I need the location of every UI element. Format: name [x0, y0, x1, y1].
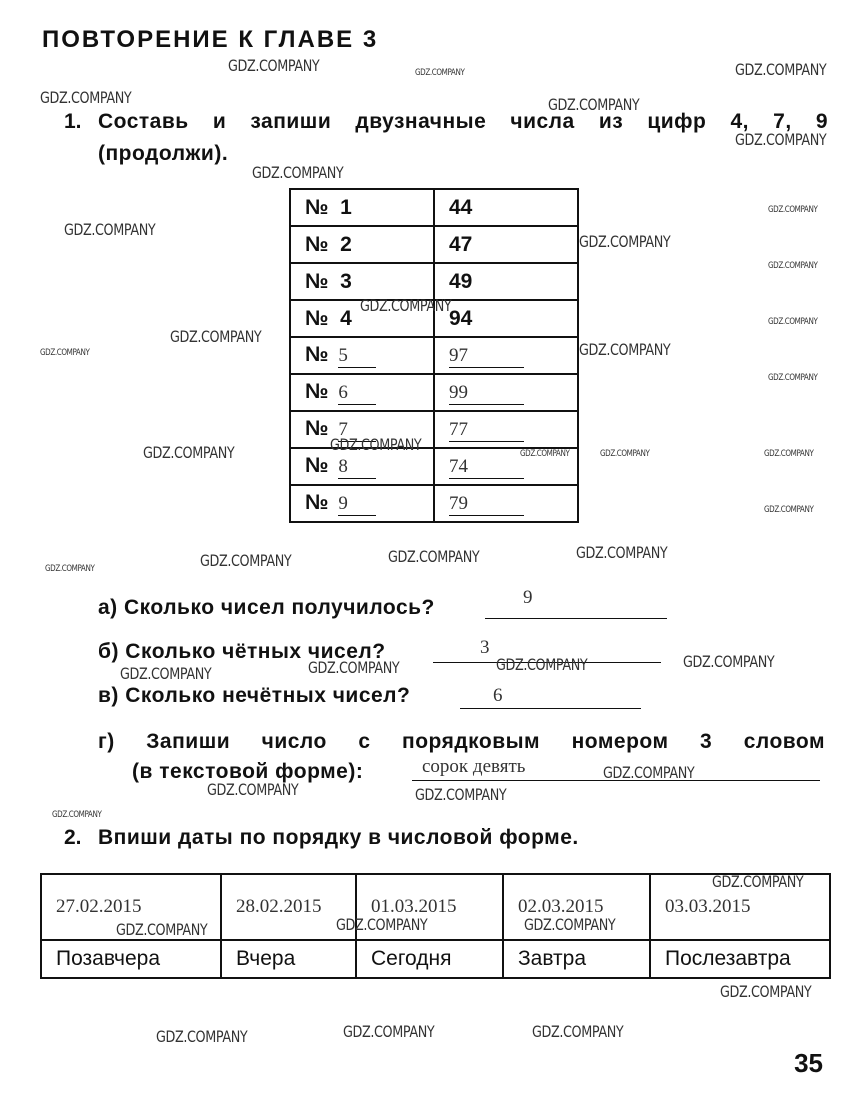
day-label: Послезавтра [665, 947, 791, 970]
task-2-number: 2. [64, 826, 82, 849]
row-index-input[interactable]: 7 [338, 419, 376, 442]
row-value-input[interactable]: 97 [449, 345, 524, 368]
number-sign: № [305, 269, 329, 293]
question-b: б) Сколько чётных чисел? [98, 640, 386, 663]
watermark: GDZ.COMPANY [228, 56, 320, 75]
watermark: GDZ.COMPANY [520, 449, 570, 459]
question-a: а) Сколько чисел получилось? [98, 596, 435, 619]
watermark: GDZ.COMPANY [45, 564, 95, 574]
row-index: 4 [340, 306, 352, 330]
watermark: GDZ.COMPANY [116, 920, 208, 939]
number-sign: № [305, 417, 329, 440]
row-value-input[interactable]: 77 [449, 419, 524, 442]
row-index: 2 [340, 232, 352, 256]
watermark: GDZ.COMPANY [40, 348, 90, 358]
answer-a-field[interactable] [485, 587, 667, 619]
watermark: GDZ.COMPANY [532, 1022, 624, 1041]
watermark: GDZ.COMPANY [360, 296, 452, 315]
watermark: GDZ.COMPANY [252, 163, 344, 182]
watermark: GDZ.COMPANY [735, 60, 827, 79]
watermark: GDZ.COMPANY [768, 205, 818, 215]
date-value[interactable]: 03.03.2015 [665, 896, 751, 917]
number-sign: № [305, 380, 329, 403]
watermark: GDZ.COMPANY [143, 443, 235, 462]
table-row [290, 337, 578, 374]
number-sign: № [305, 491, 329, 514]
watermark: GDZ.COMPANY [720, 982, 812, 1001]
watermark: GDZ.COMPANY [40, 88, 132, 107]
watermark: GDZ.COMPANY [120, 664, 212, 683]
task-2-text: Впиши даты по порядку в числовой форме. [98, 826, 579, 849]
row-value: 94 [449, 306, 473, 330]
number-sign: № [305, 454, 329, 477]
date-value[interactable]: 02.03.2015 [518, 896, 604, 917]
answer-b: 3 [480, 637, 490, 658]
watermark: GDZ.COMPANY [207, 780, 299, 799]
question-d-cont: (в текстовой форме): [132, 760, 364, 783]
row-value: 49 [449, 269, 473, 293]
numbers-table [289, 188, 579, 523]
table-row [290, 189, 578, 226]
table-row [290, 374, 578, 411]
day-label: Позавчера [56, 947, 161, 970]
date-value[interactable]: 28.02.2015 [236, 896, 322, 917]
number-sign: № [305, 195, 329, 219]
watermark: GDZ.COMPANY [712, 872, 804, 891]
page-number: 35 [794, 1048, 823, 1078]
watermark: GDZ.COMPANY [496, 655, 588, 674]
question-c: в) Сколько нечётных чисел? [98, 684, 411, 707]
table-row [290, 263, 578, 300]
question-d: г) Запиши число с порядковым номером 3 словом [98, 730, 825, 753]
watermark: GDZ.COMPANY [768, 261, 818, 271]
watermark: GDZ.COMPANY [576, 543, 668, 562]
watermark: GDZ.COMPANY [156, 1027, 248, 1046]
row-value-input[interactable]: 99 [449, 382, 524, 405]
watermark: GDZ.COMPANY [200, 551, 292, 570]
row-index-input[interactable]: 5 [338, 345, 376, 368]
watermark: GDZ.COMPANY [764, 505, 814, 515]
row-index: 1 [340, 195, 352, 219]
watermark: GDZ.COMPANY [170, 327, 262, 346]
answer-c: 6 [493, 685, 503, 706]
number-sign: № [305, 232, 329, 256]
watermark: GDZ.COMPANY [336, 915, 428, 934]
task-1-text: Составь и запиши двузначные числа из цифр 4, 7, 9 [98, 110, 828, 133]
row-value: 44 [449, 195, 473, 219]
answer-a: 9 [523, 587, 533, 608]
row-value: 47 [449, 232, 473, 256]
watermark: GDZ.COMPANY [735, 130, 827, 149]
watermark: GDZ.COMPANY [600, 449, 650, 459]
watermark: GDZ.COMPANY [415, 785, 507, 804]
row-index-input[interactable]: 9 [338, 493, 376, 516]
date-value[interactable]: 27.02.2015 [56, 896, 142, 917]
watermark: GDZ.COMPANY [64, 220, 156, 239]
day-label: Завтра [518, 947, 587, 970]
watermark: GDZ.COMPANY [768, 317, 818, 327]
watermark: GDZ.COMPANY [764, 449, 814, 459]
watermark: GDZ.COMPANY [768, 373, 818, 383]
table-row [290, 485, 578, 522]
row-index-input[interactable]: 8 [338, 456, 376, 479]
row-index-input[interactable]: 6 [338, 382, 376, 405]
watermark: GDZ.COMPANY [579, 340, 671, 359]
answer-c-field[interactable] [460, 684, 641, 709]
task-1-number: 1. [64, 110, 82, 133]
watermark: GDZ.COMPANY [548, 95, 640, 114]
day-label: Вчера [236, 947, 296, 970]
date-value[interactable]: 01.03.2015 [371, 896, 457, 917]
watermark: GDZ.COMPANY [579, 232, 671, 251]
watermark: GDZ.COMPANY [388, 547, 480, 566]
row-value-input[interactable]: 74 [449, 456, 524, 479]
number-sign: № [305, 343, 329, 366]
row-index: 3 [340, 269, 352, 293]
watermark: GDZ.COMPANY [330, 435, 422, 454]
watermark: GDZ.COMPANY [52, 810, 102, 820]
watermark: GDZ.COMPANY [343, 1022, 435, 1041]
watermark: GDZ.COMPANY [308, 658, 400, 677]
watermark: GDZ.COMPANY [524, 915, 616, 934]
table-row [290, 226, 578, 263]
row-value-input[interactable]: 79 [449, 493, 524, 516]
watermark: GDZ.COMPANY [603, 763, 695, 782]
day-label: Сегодня [371, 947, 452, 970]
watermark: GDZ.COMPANY [415, 68, 465, 78]
task-1-text-cont: (продолжи). [98, 142, 229, 165]
answer-d: сорок девять [422, 756, 526, 777]
number-sign: № [305, 306, 329, 330]
page-title: ПОВТОРЕНИЕ К ГЛАВЕ 3 [42, 26, 379, 53]
watermark: GDZ.COMPANY [683, 652, 775, 671]
